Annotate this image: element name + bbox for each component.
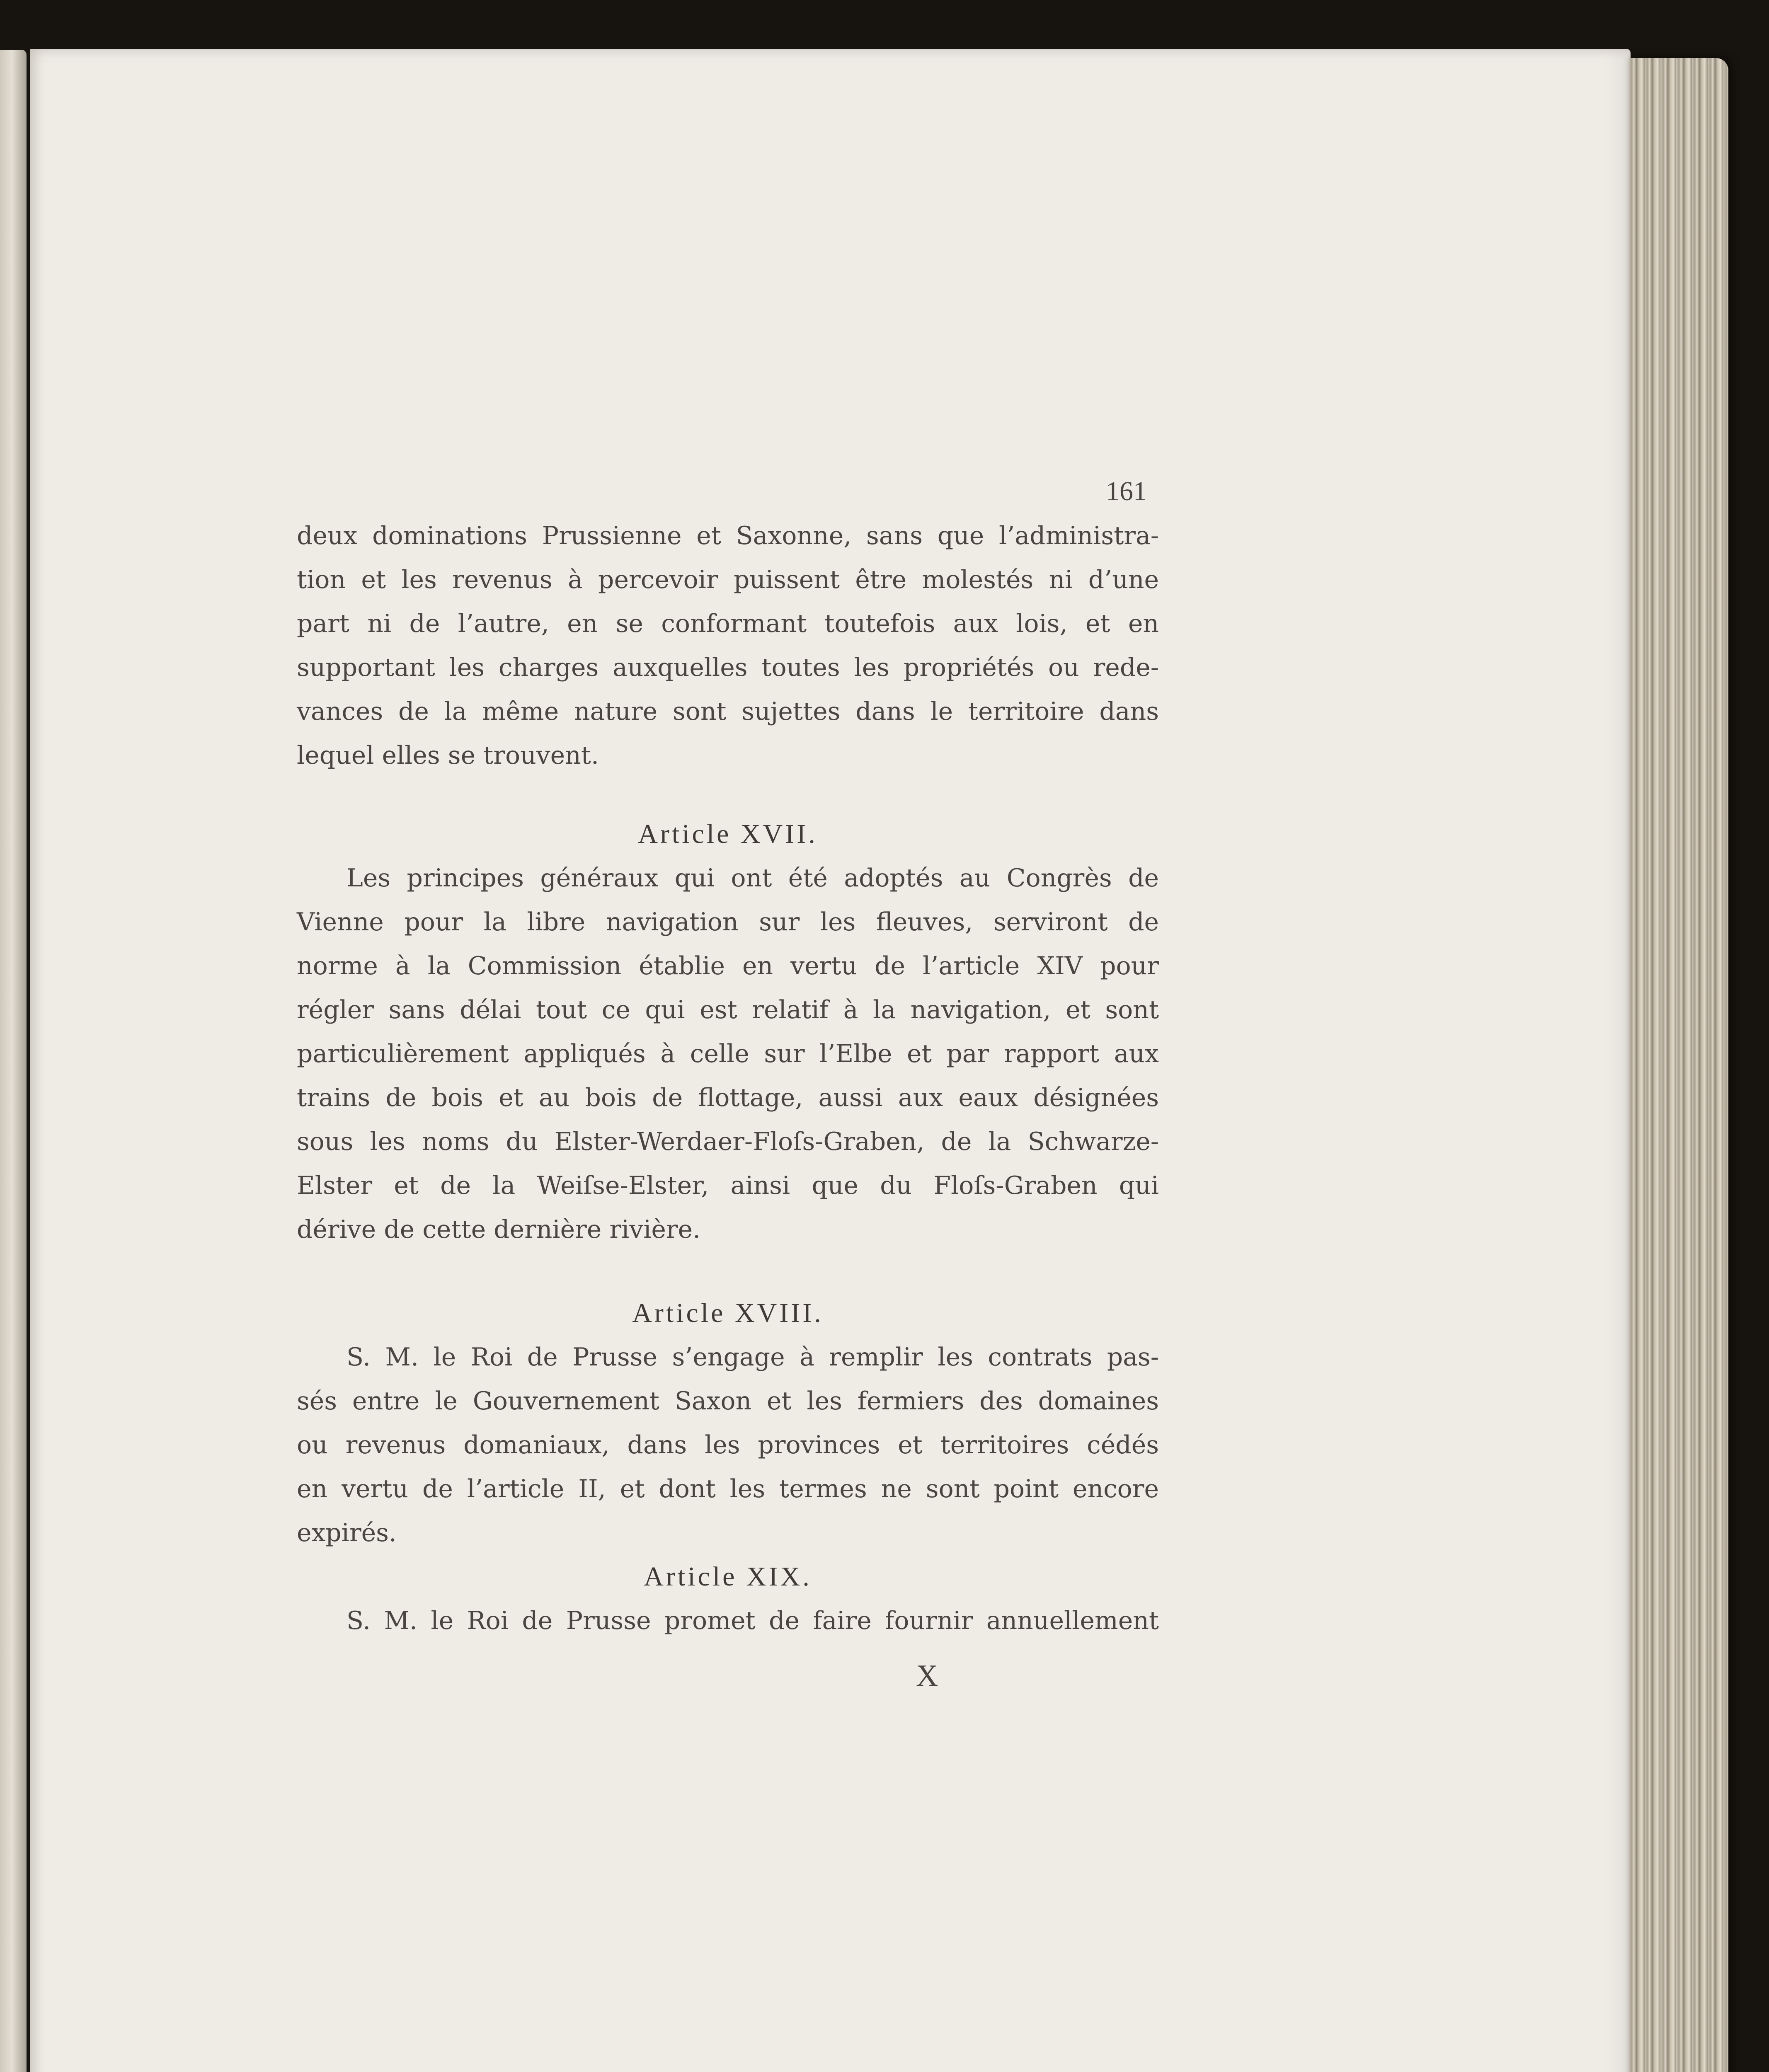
text-line: Vienne pour la libre navigation sur les fleuves, serviront de — [297, 908, 1159, 937]
page-text — [297, 514, 1159, 1643]
page-number: 161 — [1106, 476, 1147, 506]
text-line: Les principes généraux qui ont été adoptés au Congrès de — [347, 864, 1159, 893]
opening-paragraph — [297, 514, 1159, 777]
text-line: dérive de cette dernière rivière. — [297, 1215, 701, 1244]
article-xvii — [297, 812, 1159, 1251]
text-line: trains de bois et au bois de flottage, aussi aux eaux désignées — [297, 1083, 1159, 1112]
article-xix — [297, 1555, 1159, 1643]
text-line: expirés. — [297, 1518, 397, 1547]
text-line: régler sans délai tout ce qui est relatif à la navigation, et sont — [297, 995, 1159, 1024]
article-xviii — [297, 1291, 1159, 1555]
text-line: tion et les revenus à percevoir puissent être molestés ni d’une — [297, 565, 1159, 594]
page-fore-edge — [1629, 58, 1728, 2072]
text-line: particulièrement appliqués à celle sur l’Elbe et par rapport aux — [297, 1039, 1159, 1068]
article-heading: Article XVIII. — [632, 1298, 824, 1328]
article-heading: Article XIX. — [644, 1561, 812, 1592]
text-line: sés entre le Gouvernement Saxon et les fermiers des domaines — [297, 1387, 1159, 1416]
text-line: vances de la même nature sont sujettes dans le territoire dans — [297, 697, 1159, 726]
text-line: supportant les charges auxquelles toutes les propriétés ou rede- — [297, 653, 1159, 682]
left-page-edge — [0, 50, 27, 2072]
text-line: part ni de l’autre, en se conformant toutefois aux lois, et en — [297, 609, 1159, 638]
text-line: S. M. le Roi de Prusse promet de faire fournir annuellement — [347, 1606, 1159, 1635]
text-line: sous les noms du Elster-Werdaer-Floſs-Graben, de la Schwarze- — [297, 1127, 1159, 1156]
text-line: deux dominations Prussienne et Saxonne, sans que l’administra- — [297, 521, 1159, 550]
text-line: norme à la Commission établie en vertu de l’article XIV pour — [297, 951, 1159, 980]
article-heading: Article XVII. — [638, 819, 818, 849]
text-line: Elster et de la Weiſse-Elster, ainsi que du Floſs-Graben qui — [297, 1171, 1159, 1200]
text-line: ou revenus domaniaux, dans les provinces et territoires cédés — [297, 1431, 1159, 1460]
text-line: lequel elles se trouvent. — [297, 741, 599, 770]
text-line: en vertu de l’article II, et dont les termes ne sont point encore — [297, 1474, 1159, 1503]
signature-mark: X — [916, 1659, 938, 1693]
text-line: S. M. le Roi de Prusse s’engage à remplir les contrats pas- — [347, 1343, 1159, 1372]
